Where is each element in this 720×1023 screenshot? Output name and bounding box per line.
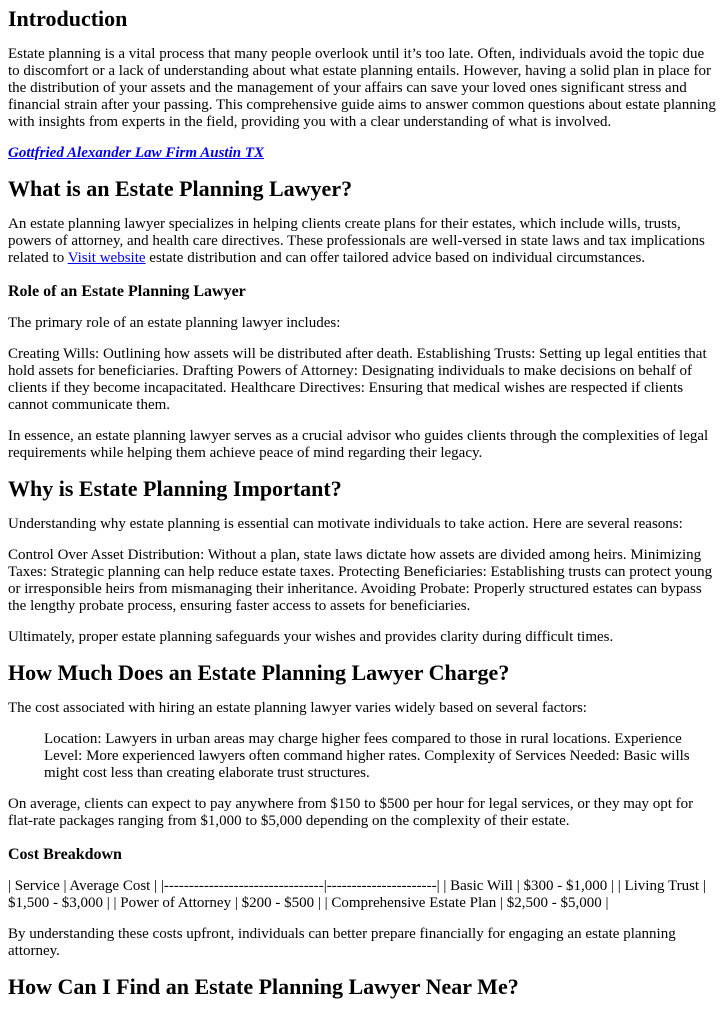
cost-heading: How Much Does an Estate Planning Lawyer Charge? [8,660,510,685]
role-heading: Role of an Estate Planning Lawyer [8,283,246,300]
why-intro: Understanding why estate planning is essential can motivate individuals to take action. Here are several reasons: [8,516,683,532]
breakdown-heading: Cost Breakdown [8,846,122,863]
visit-website-link[interactable]: Visit website [67,250,146,266]
what-is-heading: What is an Estate Planning Lawyer? [8,176,353,201]
role-intro: The primary role of an estate planning lawyer includes: [8,315,341,331]
intro-paragraph: Estate planning is a vital process that many people overlook until it’s too late. Often, individuals avoid the topic due to discomfort or a lack of understanding about what estate planning entails. However, having a solid plan in place for the distribution of your assets and the management of your affairs can save your loved ones significant stress and financial strain after your passing. This comprehensive guide aims to answer common questions about estate planning with insights from experts in the field, providing you with a clear understanding of what is involved. [8,46,716,130]
firm-link[interactable]: Gottfried Alexander Law Firm Austin TX [8,145,265,161]
what-is-paragraph [8,216,716,267]
why-list: Control Over Asset Distribution: Without a plan, state laws dictate how assets are divided among heirs. Minimizing Taxes: Strategic planning can help reduce estate taxes. Protecting Beneficiaries: Establishing trusts can protect young or irresponsible heirs from mismanaging their inheritance. Avoiding Probate: Properly structured estates can bypass the lengthy probate process, ensuring faster access to assets for beneficiaries. [8,547,713,614]
role-list: Creating Wills: Outlining how assets will be distributed after death. Establishing Trusts: Setting up legal entities that hold assets for beneficiaries. Drafting Powers of Attorney: Designating individuals to make decisions on behalf of clients if they become incapacitated. Healthcare Directives: Ensuring that medical wishes are respected if clients cannot communicate them. [8,346,707,413]
cost-average: On average, clients can expect to pay anywhere from $150 to $500 per hour for legal services, or they may opt for flat-rate packages ranging from $1,000 to $5,000 depending on the complexity of their estate. [8,796,694,829]
cost-factors: Location: Lawyers in urban areas may charge higher fees compared to those in rural locations. Experience Level: More experienced lawyers often command higher rates. Complexity of Services Needed: Basic wills might cost less than creating elaborate trust structures. [44,731,690,781]
cost-intro: The cost associated with hiring an estate planning lawyer varies widely based on several factors: [8,700,587,716]
why-summary: Ultimately, proper estate planning safeguards your wishes and provides clarity during difficult times. [8,629,614,645]
role-summary: In essence, an estate planning lawyer serves as a crucial advisor who guides clients through the complexities of legal requirements while helping them achieve peace of mind regarding their legacy. [8,428,709,461]
breakdown-table-text: | Service | Average Cost | |--------------------------------|----------------------| | Basic Will | $300 - $1,000 | | Living Trust | $1,500 - $3,000 | | Power of Attorney | $200 - $500 | | Comprehensive Estate Plan | $2,500 - $5,000 | [8,878,706,911]
intro-heading: Introduction [8,6,128,31]
article [0,6,716,1000]
what-is-text-before: An estate planning lawyer specializes in helping clients create plans for their estates, which include wills, trusts, powers of attorney, and health care directives. These professionals are well-versed in state laws and tax implications related to [8,216,705,266]
what-is-text-after: estate distribution and can offer tailored advice based on individual circumstances. [145,250,646,266]
find-heading: How Can I Find an Estate Planning Lawyer Near Me? [8,974,519,999]
why-heading: Why is Estate Planning Important? [8,476,342,501]
firm-link-paragraph [8,145,716,162]
breakdown-summary: By understanding these costs upfront, individuals can better prepare financially for engaging an estate planning attorney. [8,926,676,959]
